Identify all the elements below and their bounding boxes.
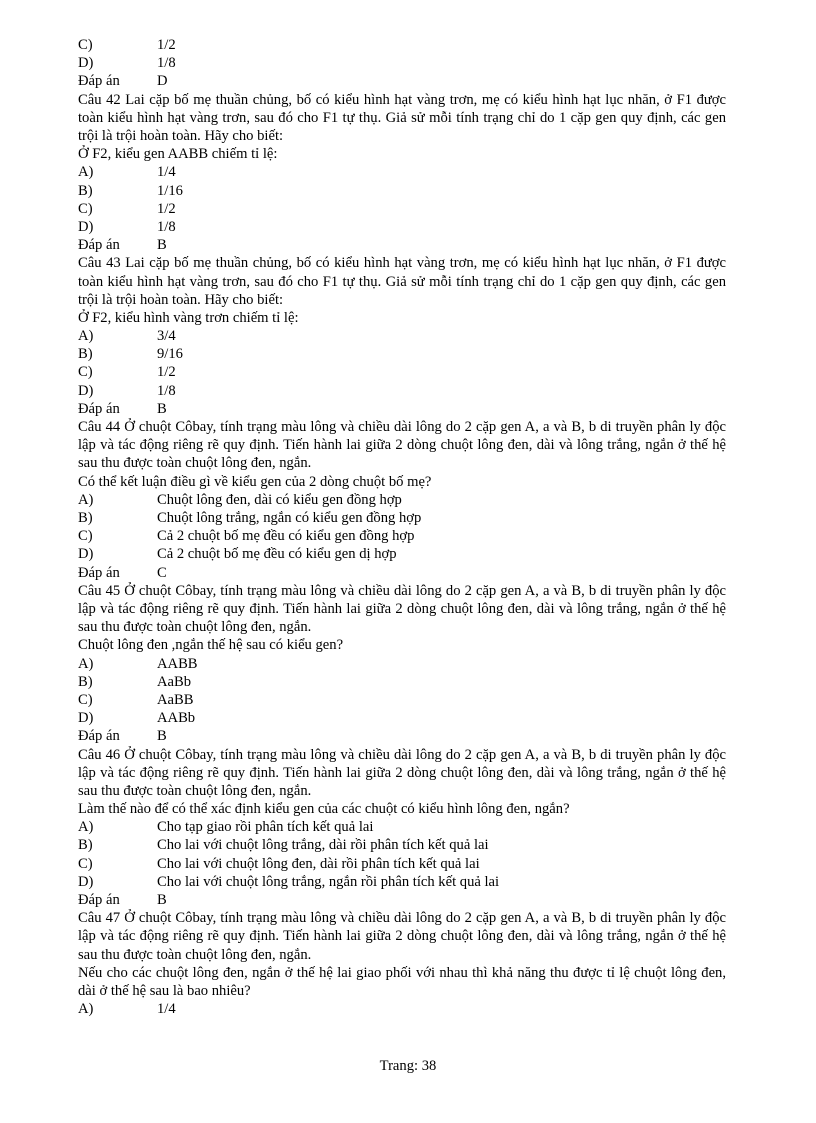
option-row-label: D) (78, 382, 94, 399)
option-row (78, 363, 726, 381)
option-row-label: B) (78, 510, 93, 527)
option-row-label: D) (78, 710, 94, 727)
answer-row-text: D (157, 73, 168, 90)
answer-row (78, 400, 726, 418)
page-footer: Trang: 38 (379, 1058, 437, 1074)
answer-row (78, 891, 726, 909)
option-row-label: C) (78, 37, 93, 53)
question-prompt: Làm thế nào để có thể xác định kiểu gen của các chuột có kiểu hình lông đen, ngắn? (78, 801, 570, 818)
page-content (78, 36, 726, 1018)
option-row-text: AABB (157, 655, 198, 672)
question-stem: Câu 46 Ở chuột Côbay, tính trạng màu lông và chiều dài lông do 2 cặp gen A, a và B, b di truyền phân ly độc lập và tác động riêng rẽ quy định. Tiến hành lai giữa 2 dòng chuột lông đen, dài và lông trắng, ngắn ở thế hệ sau thu được toàn chuột lông đen, ngắn. (78, 746, 726, 799)
answer-row (78, 72, 726, 90)
question-stem: Câu 43 Lai cặp bố mẹ thuần chủng, bố có kiểu hình hạt vàng trơn, mẹ có kiểu hình hạt lục nhăn, ở F1 được toàn kiểu hình hạt vàng trơn, sau đó cho F1 tự thụ. Giả sử mỗi tính trạng chỉ do 1 cặp gen quy định, các gen trội là trội hoàn toàn. Hãy cho biết: (78, 255, 726, 308)
option-row-text: Cho lai với chuột lông đen, dài rồi phân tích kết quả lai (157, 855, 480, 872)
option-row (78, 382, 726, 400)
question-stem: Câu 45 Ở chuột Côbay, tính trạng màu lông và chiều dài lông do 2 cặp gen A, a và B, b di truyền phân ly độc lập và tác động riêng rẽ quy định. Tiến hành lai giữa 2 dòng chuột lông đen, dài và lông trắng, ngắn ở thế hệ sau thu được toàn chuột lông đen, ngắn. (78, 582, 726, 636)
option-row-label: B) (78, 673, 93, 690)
option-row-text: Chuột lông đen, dài có kiểu gen đồng hợp (157, 491, 402, 508)
answer-row-label: Đáp án (78, 892, 120, 909)
option-row-label: D) (78, 55, 94, 72)
option-row (78, 691, 726, 709)
option-row-label: B) (78, 182, 93, 199)
option-row (78, 655, 726, 673)
option-row (78, 1000, 726, 1018)
option-row (78, 54, 726, 72)
option-row-text: 3/4 (157, 328, 176, 345)
question-prompt: Chuột lông đen ,ngắn thế hệ sau có kiểu gen? (78, 637, 344, 654)
option-row-label: A) (78, 819, 94, 836)
answer-row-text: B (157, 892, 167, 909)
option-row-text: Cả 2 chuột bố mẹ đều có kiểu gen đồng hợp (157, 528, 415, 545)
answer-row-label: Đáp án (78, 400, 120, 417)
option-row-label: C) (78, 364, 93, 381)
option-row-text: 1/8 (157, 55, 176, 72)
option-row (78, 527, 726, 545)
option-row (78, 163, 726, 181)
option-row (78, 673, 726, 691)
answer-row (78, 727, 726, 745)
answer-row (78, 564, 726, 582)
answer-row-label: Đáp án (78, 564, 120, 581)
question-prompt: Ở F2, kiểu hình vàng trơn chiếm tỉ lệ: (78, 309, 299, 326)
option-row-text: 1/2 (157, 200, 176, 217)
option-row-label: A) (78, 655, 94, 672)
option-row-label: C) (78, 200, 93, 217)
question-prompt: Có thể kết luận điều gì về kiểu gen của 2 dòng chuột bố mẹ? (78, 473, 432, 490)
option-row-text: AABb (157, 710, 196, 727)
question-block (78, 418, 726, 582)
option-row-label: C) (78, 691, 93, 708)
option-row-text: 1/8 (157, 218, 176, 235)
option-row (78, 345, 726, 363)
answer-row-text: B (157, 400, 167, 417)
option-row-text: 1/4 (157, 1001, 176, 1018)
option-row-text: 9/16 (157, 346, 183, 363)
option-row (78, 182, 726, 200)
option-row-text: 1/8 (157, 382, 176, 399)
option-row-label: A) (78, 1001, 94, 1018)
question-block (78, 582, 726, 746)
option-row-text: Cho lai với chuột lông trắng, ngắn rồi phân tích kết quả lai (157, 873, 500, 890)
option-row (78, 491, 726, 509)
option-row (78, 509, 726, 527)
question-block (78, 746, 726, 910)
option-row-text: AaBB (157, 691, 194, 708)
question-prompt: Ở F2, kiểu gen AABB chiếm tỉ lệ: (78, 146, 278, 163)
option-row (78, 836, 726, 854)
question-prompt: Nếu cho các chuột lông đen, ngắn ở thế hệ lai giao phối với nhau thì khả năng thu được tỉ lệ chuột lông đen, dài ở thế hệ sau là bao nhiêu? (78, 964, 726, 1000)
question-stem: Câu 47 Ở chuột Côbay, tính trạng màu lông và chiều dài lông do 2 cặp gen A, a và B, b di truyền phân ly độc lập và tác động riêng rẽ quy định. Tiến hành lai giữa 2 dòng chuột lông đen, dài và lông trắng, ngắn ở thế hệ sau thu được toàn chuột lông đen, ngắn. (78, 910, 726, 963)
option-row-text: 1/16 (157, 182, 183, 199)
option-row (78, 36, 726, 54)
answer-row-label: Đáp án (78, 728, 120, 745)
option-row (78, 327, 726, 345)
option-row-label: B) (78, 346, 93, 363)
question-block (78, 909, 726, 1018)
answer-row-label: Đáp án (78, 237, 120, 254)
option-row-label: D) (78, 218, 94, 235)
option-row-label: A) (78, 164, 94, 181)
question-stem: Câu 42 Lai cặp bố mẹ thuần chủng, bố có kiểu hình hạt vàng trơn, mẹ có kiểu hình hạt lục nhăn, ở F1 được toàn kiểu hình hạt vàng trơn, sau đó cho F1 tự thụ. Giả sử mỗi tính trạng chỉ do 1 cặp gen quy định, các gen trội là trội hoàn toàn. Hãy cho biết: (78, 91, 726, 144)
option-row-text: AaBb (157, 673, 192, 690)
answer-row-text: B (157, 728, 167, 745)
question-block (78, 254, 726, 418)
option-row (78, 545, 726, 563)
answer-row-label: Đáp án (78, 73, 120, 90)
question-stem: Câu 44 Ở chuột Côbay, tính trạng màu lông và chiều dài lông do 2 cặp gen A, a và B, b di truyền phân ly độc lập và tác động riêng rẽ quy định. Tiến hành lai giữa 2 dòng chuột lông đen, dài và lông trắng, ngắn ở thế hệ sau thu được toàn chuột lông đen, ngắn. (78, 419, 726, 472)
option-row (78, 818, 726, 836)
option-row-text: 1/4 (157, 164, 176, 181)
option-row (78, 218, 726, 236)
option-row-label: C) (78, 855, 93, 872)
option-row-text: Chuột lông trắng, ngắn có kiểu gen đồng hợp (157, 510, 422, 527)
option-row-text: Cho lai với chuột lông trắng, dài rồi phân tích kết quả lai (157, 837, 489, 854)
question-block (78, 91, 726, 255)
option-row-label: A) (78, 328, 94, 345)
option-row (78, 873, 726, 891)
answer-row-text: B (157, 237, 167, 254)
option-row-label: B) (78, 837, 93, 854)
option-row-label: D) (78, 873, 94, 890)
answer-row (78, 236, 726, 254)
option-row (78, 855, 726, 873)
option-row-label: C) (78, 528, 93, 545)
option-row-text: 1/2 (157, 37, 176, 53)
answer-row-text: C (157, 564, 167, 581)
option-row (78, 709, 726, 727)
option-row-text: Cho tạp giao rồi phân tích kết quả lai (157, 819, 374, 836)
option-row-label: D) (78, 546, 94, 563)
option-row-text: 1/2 (157, 364, 176, 381)
option-row-text: Cả 2 chuột bố mẹ đều có kiểu gen dị hợp (157, 546, 397, 563)
option-row (78, 200, 726, 218)
option-row-label: A) (78, 491, 94, 508)
